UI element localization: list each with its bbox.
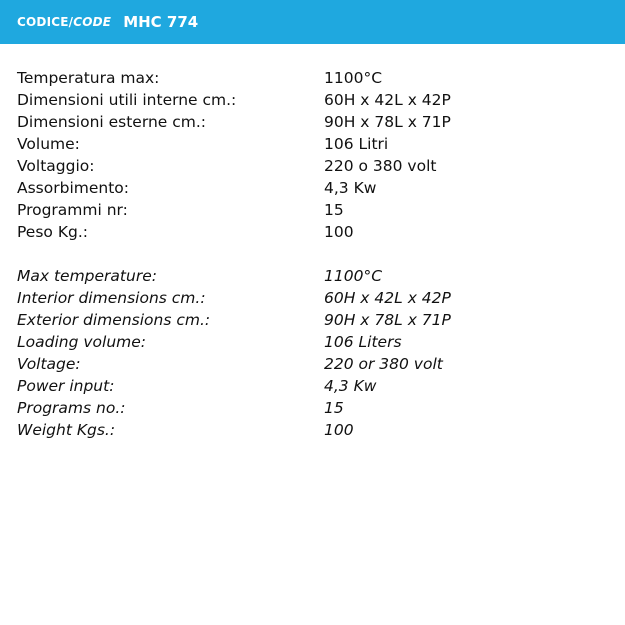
- spec-value: 90H x 78L x 71P: [324, 113, 451, 131]
- spec-value: 100: [324, 223, 354, 241]
- header-bar: [0, 0, 625, 44]
- spec-value: 100: [324, 421, 354, 439]
- spec-value: 220 or 380 volt: [324, 355, 443, 373]
- spec-label: Temperatura max:: [17, 69, 160, 87]
- spec-row-power-en: [17, 375, 625, 397]
- spec-label: Voltage:: [17, 355, 81, 373]
- specifications: [0, 67, 625, 441]
- spec-label: Volume:: [17, 135, 80, 153]
- spec-row-volume-it: [17, 133, 625, 155]
- spec-value: 4,3 Kw: [324, 179, 377, 197]
- spec-value: 4,3 Kw: [324, 377, 377, 395]
- spec-label: Programs no.:: [17, 399, 126, 417]
- spec-row-exterior-dimensions-en: [17, 309, 625, 331]
- spec-value: 106 Litri: [324, 135, 389, 153]
- spec-label: Weight Kgs.:: [17, 421, 116, 439]
- spec-value: 106 Liters: [324, 333, 402, 351]
- spec-label: Max temperature:: [17, 267, 157, 285]
- spec-row-interior-dimensions-en: [17, 287, 625, 309]
- spec-value: 90H x 78L x 71P: [324, 311, 451, 329]
- spec-row-volume-en: [17, 331, 625, 353]
- spec-value: 60H x 42L x 42P: [324, 289, 451, 307]
- code-label-en: CODE: [73, 15, 112, 29]
- spec-row-max-temperature-it: [17, 67, 625, 89]
- spec-value: 15: [324, 399, 344, 417]
- spec-value: 1100°C: [324, 69, 383, 87]
- spec-label: Interior dimensions cm.:: [17, 289, 206, 307]
- spec-label: Exterior dimensions cm.:: [17, 311, 211, 329]
- spec-row-power-it: [17, 177, 625, 199]
- spec-group-english: [17, 265, 625, 441]
- spec-label: Power input:: [17, 377, 115, 395]
- spec-group-italian: [17, 67, 625, 243]
- spec-label: Assorbimento:: [17, 179, 129, 197]
- spec-row-programs-en: [17, 397, 625, 419]
- spec-row-max-temperature-en: [17, 265, 625, 287]
- spec-label: Dimensioni esterne cm.:: [17, 113, 207, 131]
- product-code: MHC 774: [123, 13, 199, 31]
- spec-label: Loading volume:: [17, 333, 146, 351]
- spec-row-weight-it: [17, 221, 625, 243]
- spec-value: 60H x 42L x 42P: [324, 91, 451, 109]
- spec-value: 1100°C: [324, 267, 383, 285]
- spec-row-exterior-dimensions-it: [17, 111, 625, 133]
- spec-row-programs-it: [17, 199, 625, 221]
- code-label-it: CODICE/: [17, 15, 74, 29]
- spec-label: Voltaggio:: [17, 157, 95, 175]
- spec-value: 15: [324, 201, 344, 219]
- spec-value: 220 o 380 volt: [324, 157, 437, 175]
- spec-row-weight-en: [17, 419, 625, 441]
- code-label: [17, 15, 111, 29]
- spec-row-interior-dimensions-it: [17, 89, 625, 111]
- spec-row-voltage-en: [17, 353, 625, 375]
- spec-label: Peso Kg.:: [17, 223, 88, 241]
- spec-label: Programmi nr:: [17, 201, 128, 219]
- spec-row-voltage-it: [17, 155, 625, 177]
- spec-label: Dimensioni utili interne cm.:: [17, 91, 237, 109]
